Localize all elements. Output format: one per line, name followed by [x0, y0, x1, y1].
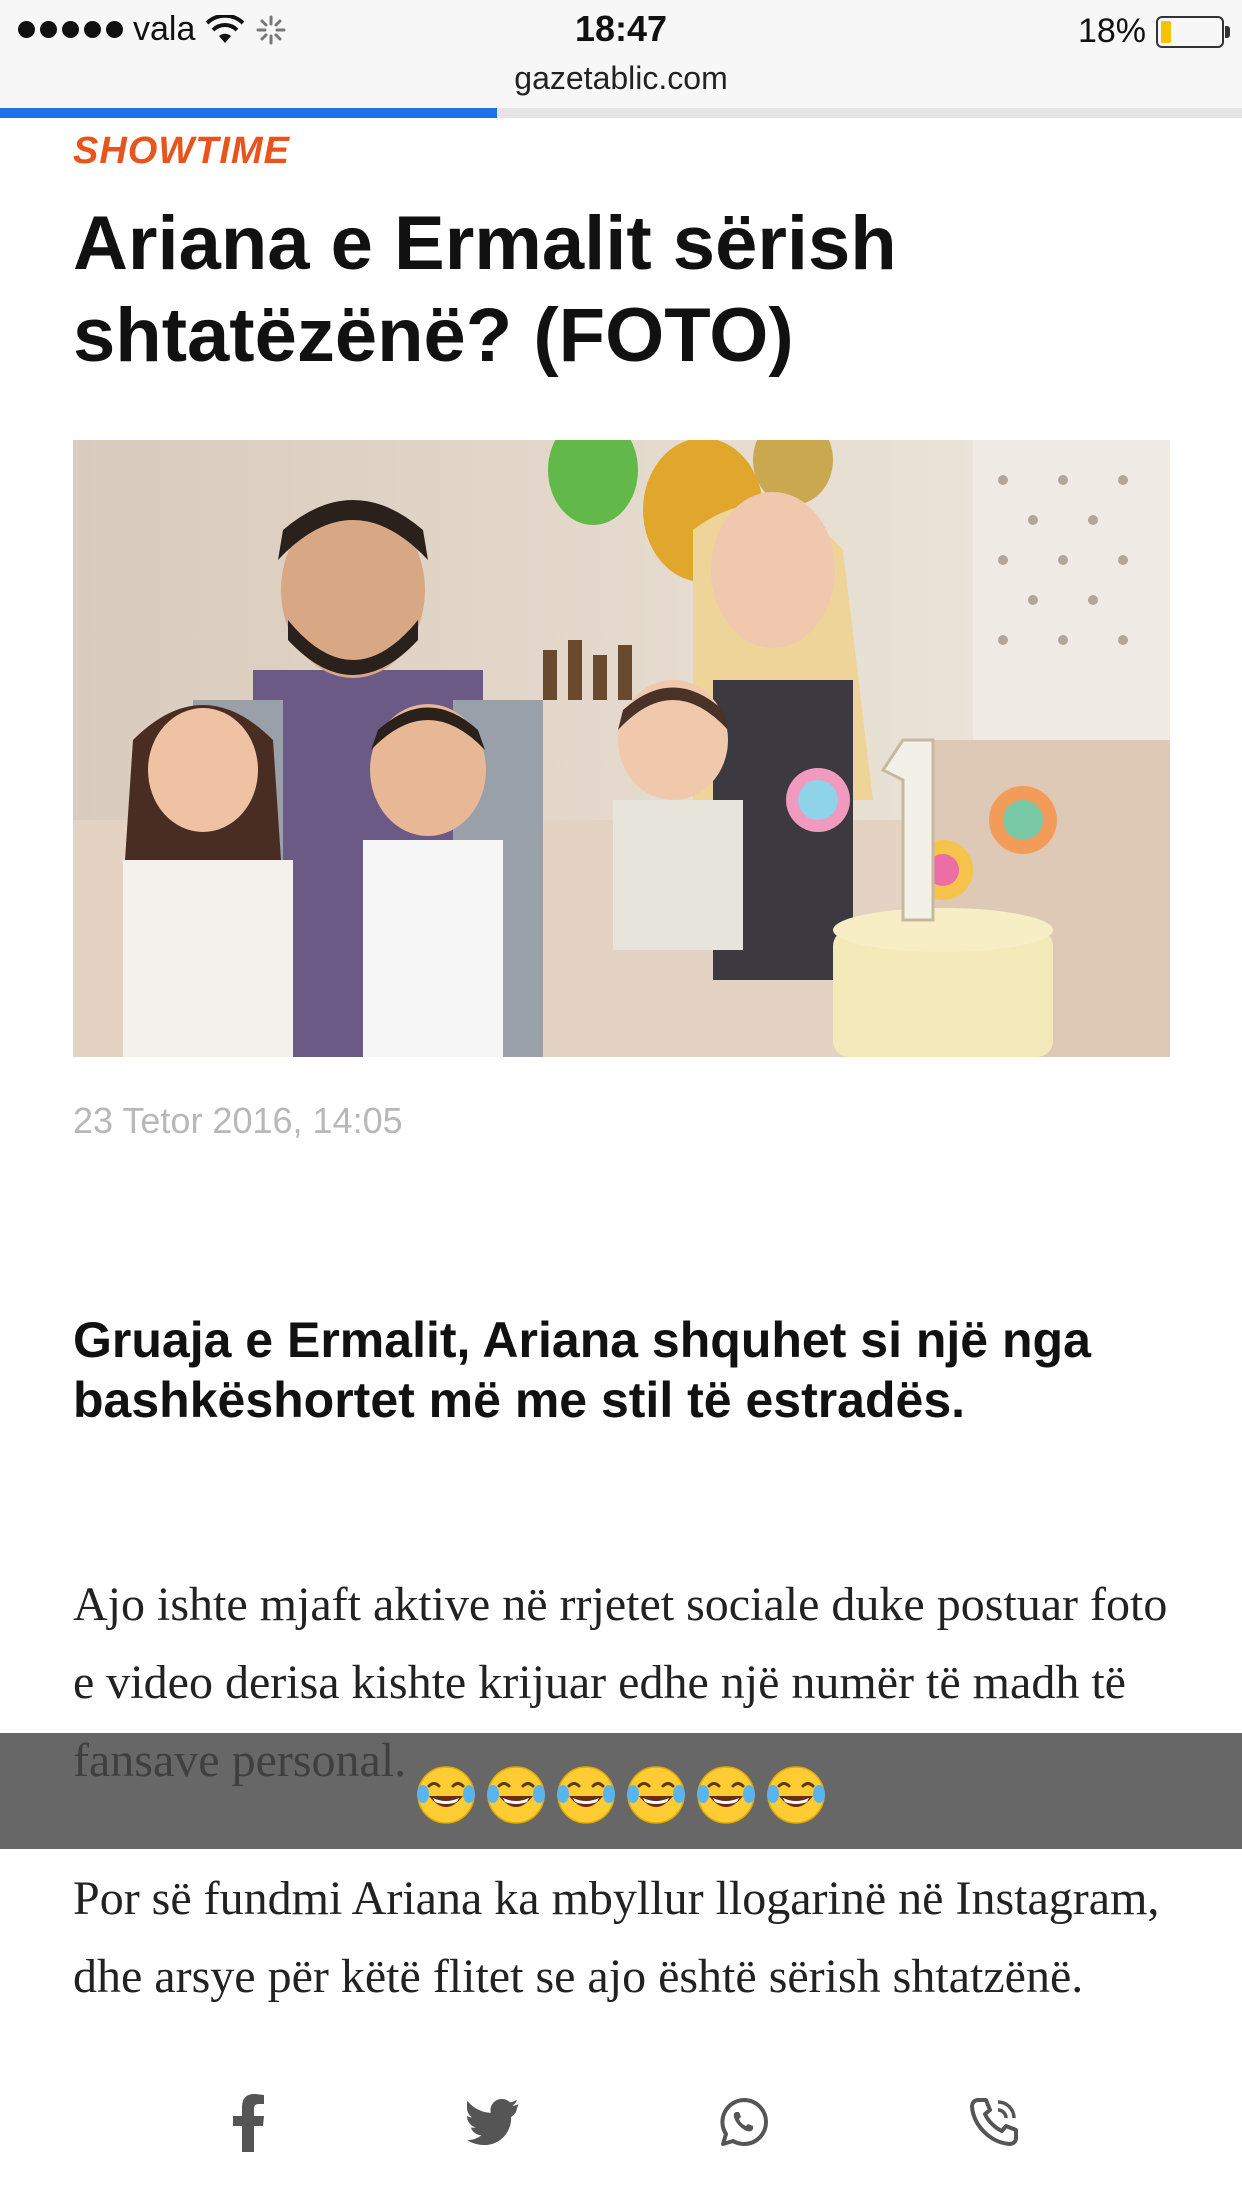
facebook-icon[interactable] [216, 2090, 280, 2154]
carrier-name: vala [133, 10, 196, 48]
phone-call-icon[interactable] [962, 2090, 1026, 2154]
family-photo-image [73, 440, 1170, 1057]
face-with-tears-of-joy-icon [765, 1764, 827, 1826]
face-with-tears-of-joy-icon [625, 1764, 687, 1826]
clock: 18:47 [574, 8, 668, 49]
page-load-progress [0, 108, 1242, 118]
article-paragraph-2: Por së fundmi Ariana ka mbyllur llogarinë në Instagram, dhe arsye për këtë flitet se ajo është sërish shtatzënë. [73, 1872, 1160, 2003]
face-with-tears-of-joy-icon [695, 1764, 757, 1826]
face-with-tears-of-joy-icon [415, 1764, 477, 1826]
battery-percent: 18% [1077, 12, 1146, 50]
article-paragraph-1: Ajo ishte mjaft aktive në rrjetet sociale duke postuar foto e video derisa kishte krijuar edhe një numër të madh të [73, 1578, 1168, 1709]
share-bar [0, 2040, 1242, 2208]
status-bar [0, 0, 1242, 116]
whatsapp-icon[interactable] [712, 2090, 776, 2154]
article-photo[interactable] [73, 440, 1170, 1057]
face-with-tears-of-joy-icon [485, 1764, 547, 1826]
face-with-tears-of-joy-icon [555, 1764, 617, 1826]
publish-date: 23 Tetor 2016, 14:05 [73, 1100, 403, 1141]
address-bar[interactable]: gazetablic.com [514, 60, 728, 96]
emoji-row [415, 1764, 827, 1826]
emoji-overlay-banner [0, 1733, 1242, 1849]
twitter-icon[interactable] [462, 2090, 526, 2154]
battery-icon [1156, 16, 1224, 48]
article-lead: Gruaja e Ermalit, Ariana shquhet si një nga bashkëshortet më me stil të estradës. [73, 1312, 1091, 1428]
article-title: Ariana e Ermalit sërish shtatëzënë? (FOTO) [73, 201, 897, 378]
category-label[interactable]: SHOWTIME [73, 130, 290, 172]
battery-group [1078, 12, 1224, 51]
